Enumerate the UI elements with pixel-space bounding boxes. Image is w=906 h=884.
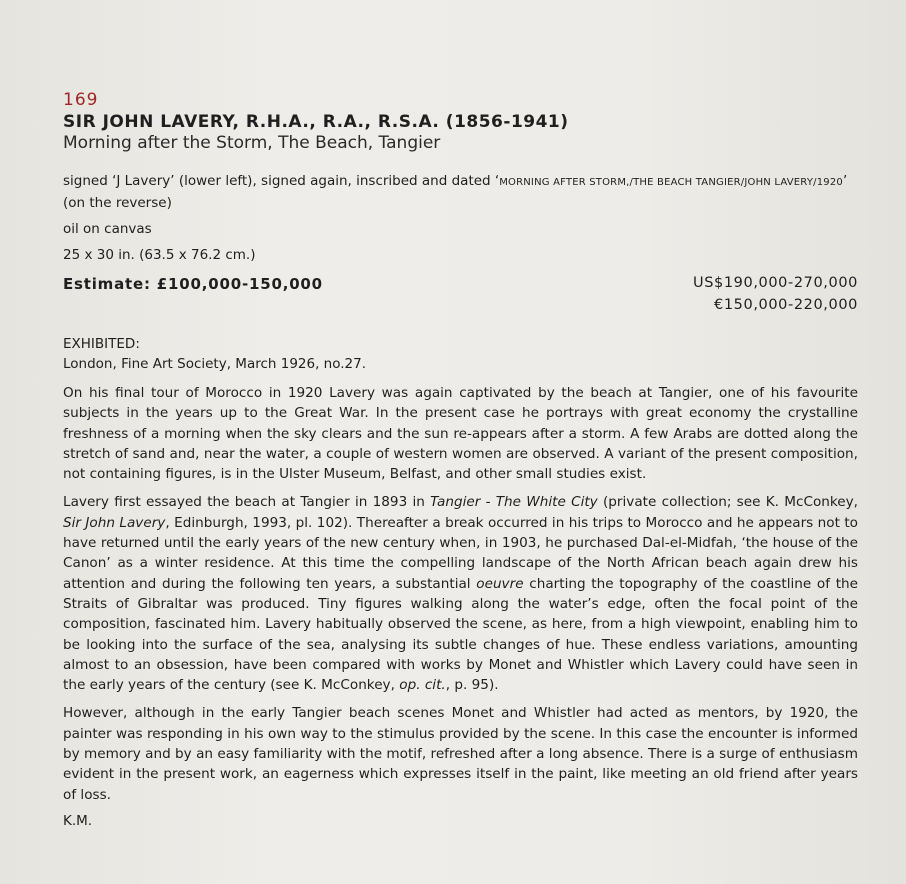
exhibited-heading: EXHIBITED:: [63, 336, 140, 352]
essay-paragraph-1: On his final tour of Morocco in 1920 Lavery was again captivated by the beach at Tangier, one of his favourite subjects in the years up to the Great War. In the present case he portrays with great economy the crystalline freshness of a morning when the sky clears and the sun re-appears after a storm. A few Arabs are dotted along the stretch of sand and, near the water, a couple of western women are observed. A variant of the present composition, not containing figures, is in the Ulster Museum, Belfast, and other small studies exist.: [63, 385, 858, 483]
lot-entry: [63, 90, 858, 829]
estimate-row: [63, 275, 858, 319]
essay-text: , p. 95).: [445, 677, 499, 694]
estimate-gbp: Estimate: £100,000-150,000: [63, 275, 323, 293]
essay-text: charting the topography of the coastline of the Straits of Gibraltar was produced. Tiny figures walking along the water’s edge, often the focal point of the composition, fascinated him. Lavery habitually observed the scene, as here, from a high viewpoint, enabling him to be looking into the surface of the sea, analysing its subtle changes of hue. These endless variations, amounting almost to an obsession, have been compared with works by Monet and Whistler which Lavery could have seen in the early years of the century (see K. McConkey,: [63, 575, 859, 694]
essay-italic-citation: op. cit.: [399, 677, 446, 694]
medium: oil on canvas: [63, 221, 152, 237]
signed-suffix: ’: [842, 173, 848, 189]
essay-italic-title: Tangier - The White City: [430, 494, 598, 511]
essay-italic-book: Sir John Lavery: [63, 514, 166, 531]
essay-italic-term: oeuvre: [476, 575, 524, 592]
artist-heading: SIR JOHN LAVERY, R.H.A., R.A., R.S.A. (1856-1941): [63, 112, 569, 132]
signed-prefix: signed ‘J Lavery’ (lower left), signed again, inscribed and dated ‘: [63, 173, 500, 189]
essay-paragraph-3: However, although in the early Tangier beach scenes Monet and Whistler had acted as mentors, by 1920, the painter was responding in his own way to the stimulus provided by the scene. In this case the encounter is informed by memory and by an easy familiarity with the motif, refreshed after a long absence. There is a surge of enthusiasm evident in the present work, an eagerness which expresses itself in the paint, like meeting an old friend after years of loss.: [63, 705, 858, 803]
author-initials: K.M.: [63, 812, 93, 829]
estimate-eur: €150,000-220,000: [714, 297, 858, 313]
estimate-usd: US$190,000-270,000: [693, 275, 858, 291]
signature-details: [63, 171, 858, 213]
dimensions: 25 x 30 in. (63.5 x 76.2 cm.): [63, 247, 256, 263]
artwork-title: Morning after the Storm, The Beach, Tangier: [63, 133, 441, 153]
essay-paragraph-2: [63, 492, 858, 695]
signed-line2: (on the reverse): [63, 195, 172, 211]
essay-text: Lavery first essayed the beach at Tangier in 1893 in: [63, 494, 431, 511]
essay-text: , Edinburgh, 1993, pl. 102). Thereafter a break occurred in his trips to Morocco and he appears not to have returned until the early years of the new century when, in 1903, he purchased Dal-el-Midfah, ‘the house of the Canon’ as a winter residence. At this time the compelling landscape of the North African beach again drew his attention and during the following ten years, a substantial: [63, 514, 859, 592]
essay-text: (private collection; see K. McConkey,: [597, 494, 858, 511]
lot-number: 169: [63, 90, 99, 110]
exhibited-item: London, Fine Art Society, March 1926, no.27.: [63, 356, 367, 372]
signed-inscription: MORNING AFTER STORM,/THE BEACH TANGIER/JOHN LAVERY/1920: [499, 177, 843, 188]
